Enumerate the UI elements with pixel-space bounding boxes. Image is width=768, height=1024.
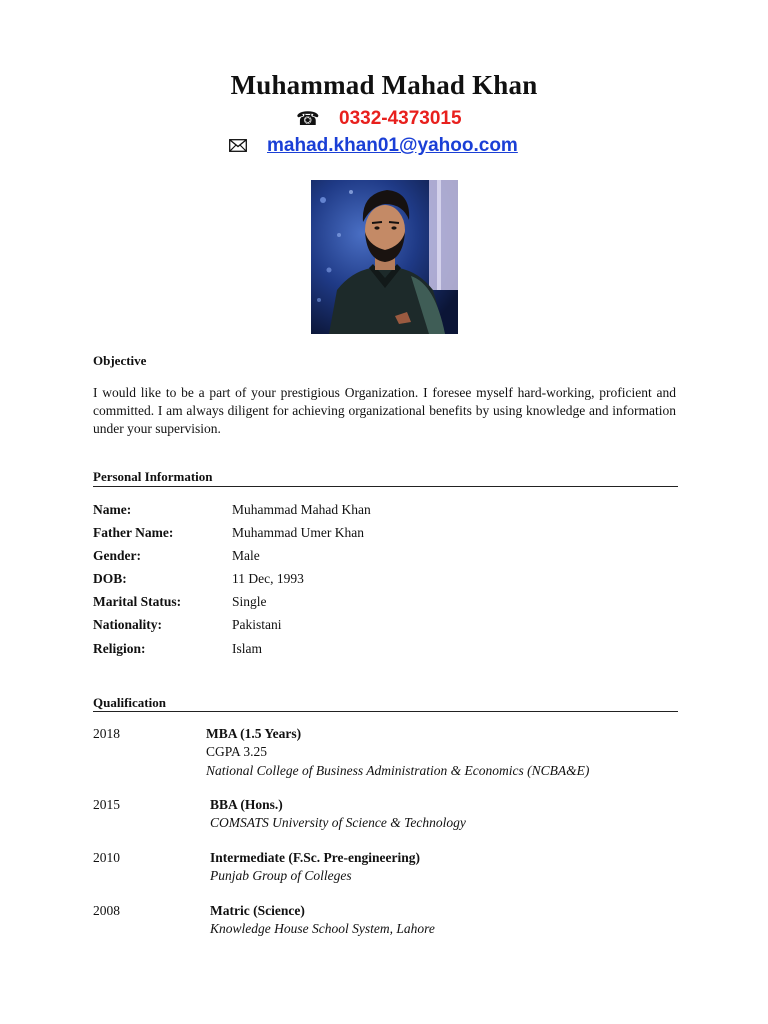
- qual-year: 2010: [93, 850, 120, 865]
- info-label: Nationality:: [93, 617, 162, 632]
- phone-number[interactable]: 0332-4373015: [339, 108, 462, 129]
- personal-info-divider: [93, 486, 678, 487]
- qual-degree: Intermediate (F.Sc. Pre-engineering): [210, 850, 420, 865]
- qual-institute: COMSATS University of Science & Technology: [210, 815, 466, 830]
- profile-photo: [311, 180, 458, 334]
- qual-cgpa: CGPA 3.25: [206, 744, 268, 759]
- info-row-marital-status: [93, 594, 678, 614]
- qual-institute: Punjab Group of Colleges: [210, 868, 352, 883]
- qualification-title: Qualification: [93, 695, 166, 710]
- personal-info-title: Personal Information: [93, 469, 213, 484]
- qual-degree: Matric (Science): [210, 903, 305, 918]
- email-row: [0, 135, 768, 161]
- qual-degree: MBA (1.5 Years): [206, 726, 302, 741]
- info-label: Religion:: [93, 641, 146, 656]
- info-value: Muhammad Umer Khan: [232, 525, 364, 540]
- candidate-name: Muhammad Mahad Khan: [230, 70, 538, 100]
- qual-degree: BBA (Hons.): [210, 797, 283, 812]
- envelope-icon: [229, 139, 247, 152]
- info-label: Father Name:: [93, 525, 174, 540]
- qual-year: 2008: [93, 903, 120, 918]
- info-value: Islam: [232, 641, 262, 656]
- info-label: DOB:: [93, 571, 127, 586]
- qual-institute: Knowledge House School System, Lahore: [210, 921, 435, 936]
- info-row-father-name: [93, 525, 678, 545]
- info-value: 11 Dec, 1993: [232, 571, 304, 586]
- info-label: Name:: [93, 502, 132, 517]
- email-link[interactable]: mahad.khan01@yahoo.com: [267, 135, 518, 156]
- info-label: Marital Status:: [93, 594, 182, 609]
- objective-title: Objective: [93, 353, 147, 368]
- telephone-icon: ☎: [296, 108, 320, 130]
- info-row-religion: [93, 641, 678, 661]
- info-row-dob: [93, 571, 678, 591]
- info-row-gender: [93, 548, 678, 568]
- qual-institute: National College of Business Administration & Economics (NCBA&E): [206, 763, 590, 778]
- info-row-name: [93, 502, 678, 522]
- info-value: Pakistani: [232, 617, 282, 632]
- info-value: Male: [232, 548, 260, 563]
- phone-row: [0, 108, 768, 132]
- info-value: Muhammad Mahad Khan: [232, 502, 371, 517]
- qualification-divider: [93, 711, 678, 712]
- info-row-nationality: [93, 617, 678, 637]
- info-label: Gender:: [93, 548, 141, 563]
- qual-year: 2015: [93, 797, 120, 812]
- profile-photo-illustration: [311, 180, 458, 334]
- info-value: Single: [232, 594, 267, 609]
- objective-text: I would like to be a part of your prestigious Organization. I foresee myself hard-working, proficient and committed. I am always diligent for achieving organizational benefits by using knowledge and information under your supervision.: [93, 385, 676, 436]
- qual-year: 2018: [93, 726, 120, 741]
